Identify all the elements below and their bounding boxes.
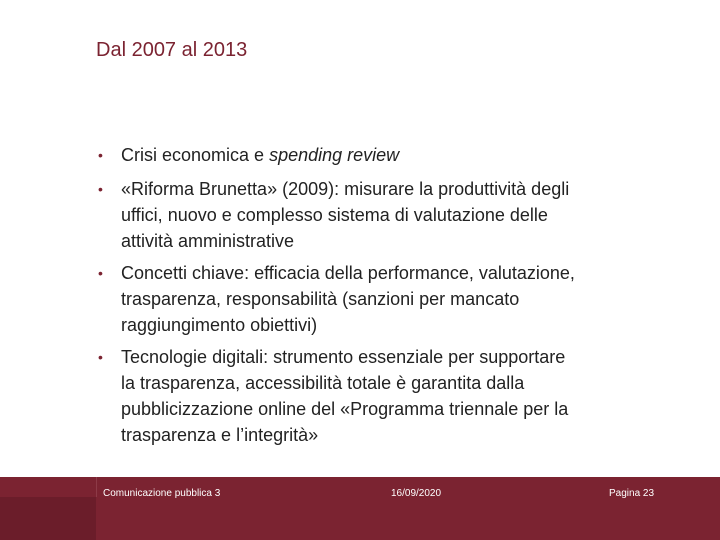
footer-divider: [96, 477, 97, 497]
bullet-line: attività amministrative: [121, 231, 295, 251]
bullet-marker: •: [98, 265, 103, 281]
bullet-text: [121, 344, 691, 448]
bullet-line: Concetti chiave: efficacia della performance, valutazione,: [121, 263, 575, 283]
footer-page-number: Pagina 23: [609, 488, 655, 499]
footer-accent-block: [0, 497, 96, 540]
footer-bar: [0, 477, 720, 540]
bullet-text: [121, 176, 691, 254]
bullet-text-italic: spending review: [269, 145, 400, 165]
bullet-line: Tecnologie digitali: strumento essenziale per supportare: [121, 347, 566, 367]
bullet-text-plain: Crisi economica e: [121, 145, 270, 165]
slide-title: Dal 2007 al 2013: [96, 39, 248, 61]
bullet-text: [121, 260, 691, 338]
bullet-line: [121, 142, 691, 168]
bullet-marker: •: [98, 349, 103, 365]
bullet-line: la trasparenza, accessibilità totale è garantita dalla: [121, 373, 525, 393]
bullet-marker: •: [98, 181, 103, 197]
bullet-line: raggiungimento obiettivi): [121, 315, 318, 335]
bullet-line: uffici, nuovo e complesso sistema di valutazione delle: [121, 205, 548, 225]
bullet-text: [121, 142, 691, 168]
bullet-line: trasparenza e l’integrità»: [121, 425, 319, 445]
bullet-line: pubblicizzazione online del «Programma triennale per la: [121, 399, 569, 419]
bullet-line: «Riforma Brunetta» (2009): misurare la produttività degli: [121, 179, 570, 199]
footer-course: Comunicazione pubblica 3: [103, 488, 221, 499]
bullet-line: trasparenza, responsabilità (sanzioni per mancato: [121, 289, 520, 309]
bullet-marker: •: [98, 147, 103, 163]
footer-date: 16/09/2020: [391, 488, 442, 499]
